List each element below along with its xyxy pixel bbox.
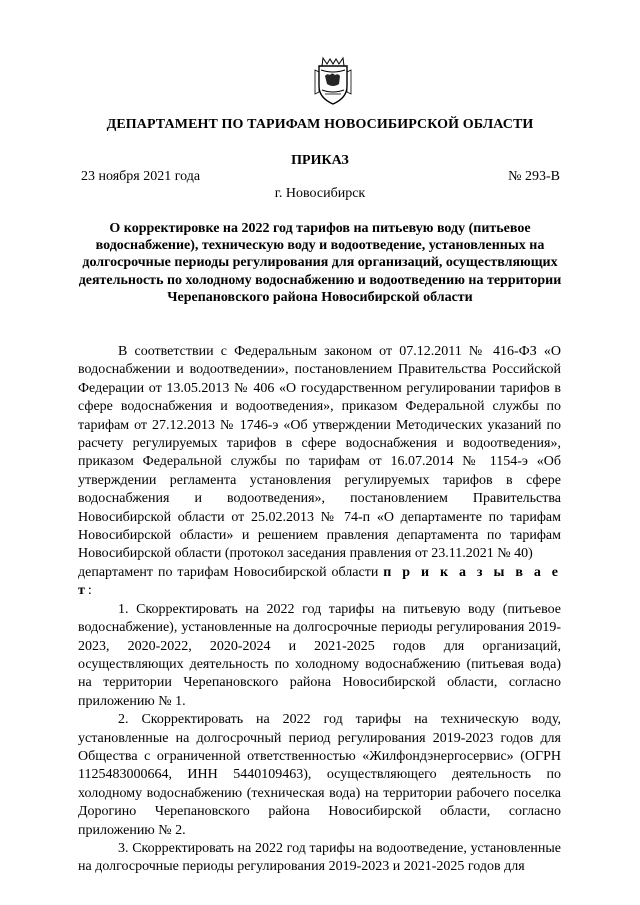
- order-colon: :: [87, 583, 92, 599]
- order-item-3: 3. Скорректировать на 2022 год тарифы на водоотведение, установленные на долгосрочные периоды регулирования 2019-2023 и 2021-2025 годов для: [78, 840, 561, 875]
- order-number: № 293-В: [508, 169, 560, 184]
- department-title: ДЕПАРТАМЕНТ ПО ТАРИФАМ НОВОСИБИРСКОЙ ОБЛАСТИ: [106, 117, 534, 132]
- document-heading: О корректировке на 2022 год тарифов на питьевую воду (питьевое водоснабжение), техническую воду и водоотведение, установленных на долгосрочные периоды регулирования для организаций, осуществляющих деятельность по холодному водоснабжению и водоотведению на территории Черепановского района Новосибирской области: [78, 221, 562, 305]
- document-body: [78, 343, 561, 877]
- coat-of-arms-icon: [313, 56, 353, 106]
- preamble-paragraph: В соответствии с Федеральным законом от 07.12.2011 № 416-ФЗ «О водоснабжении и водоотведении», постановлением Правительства Российской Федерации от 13.05.2013 № 406 «О государственном регулировании тарифов в сфере водоснабжения и водоотведения», приказом Федеральной службы по тарифам от 27.12.2013 № 1746-э «Об утверждении Методических указаний по расчету регулируемых тарифов в сфере водоснабжения и водоотведения», приказом Федеральной службы по тарифам от 16.07.2014 № 1154-э «Об утверждении регламента установления регулируемых тарифов в сфере водоснабжения и водоотведения», постановлением Правительства Новосибирской области от 25.02.2013 № 74-п «О департаменте по тарифам Новосибирской области» и решением правления департамента по тарифам Новосибирской области (протокол заседания правления от 23.11.2021 № 40): [78, 344, 561, 562]
- order-item-2: 2. Скорректировать на 2022 год тарифы на техническую воду, установленные на долгосрочный период регулирования 2019-2023 годов для Общества с ограниченной ответственностью «Жилфондэнергосервис» (ОГРН 1125483000664, ИНН 5440109463), осуществляющего деятельность по холодному водоснабжению (техническая вода) на территории рабочего поселка Дорогино Черепановского района Новосибирской области, согласно приложению № 2.: [78, 712, 561, 838]
- order-line: [78, 564, 561, 601]
- order-date: 23 ноября 2021 года: [81, 169, 201, 184]
- order-title: ПРИКАЗ: [291, 153, 349, 168]
- order-word: п р и к а з ы в а е т: [78, 564, 561, 599]
- order-lead: департамент по тарифам Новосибирской области: [78, 564, 379, 580]
- order-item-1: 1. Скорректировать на 2022 год тарифы на питьевую воду (питьевое водоснабжение), установленные на долгосрочные периоды регулирования 2019-2023, 2020-2022, 2020-2024 и 2021-2025 годов для организаций, осуществляющих деятельность по холодному водоснабжению (питьевая вода) на территории Черепановского района Новосибирской области, согласно приложению № 1.: [78, 601, 561, 709]
- order-city: г. Новосибирск: [274, 186, 366, 201]
